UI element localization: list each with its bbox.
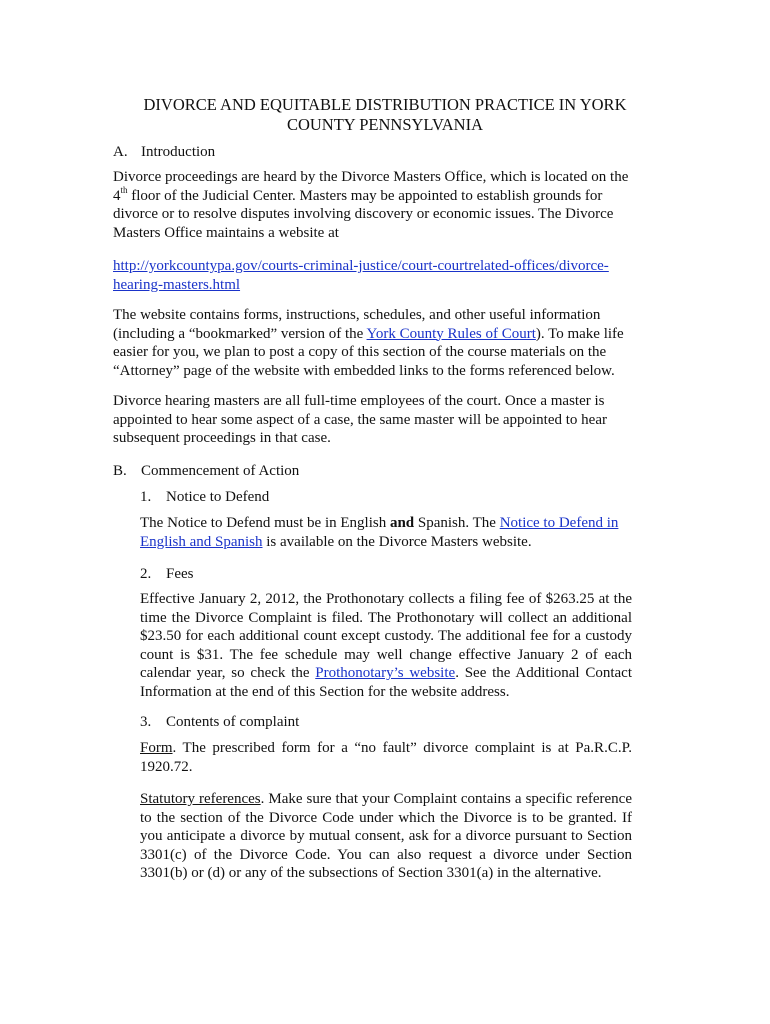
section-a-heading: A. Introduction xyxy=(113,144,216,160)
item-1-heading: 1. Notice to Defend xyxy=(140,489,270,505)
prothonotary-website-link[interactable]: Prothonotary’s website xyxy=(315,665,456,682)
intro-paragraph-1: Divorce proceedings are heard by the Divorce Masters Office, which is located on the 4th floor of the Judicial Center. Masters may be appointed to establish grounds for divorce or to resolve disputes involving discovery or economic issues. The Divorce Masters Office maintains a website at xyxy=(113,169,629,241)
item-3-heading: 3. Contents of complaint xyxy=(140,714,300,730)
form-paragraph: Form. The prescribed form for a “no fault” divorce complaint is at Pa.R.C.P. 1920.72. xyxy=(140,740,632,775)
title-line-2: COUNTY PENNSYLVANIA xyxy=(286,115,484,134)
intro-paragraph-3: Divorce hearing masters are all full-time employees of the court. Once a master is appointed to hear some aspect of a case, the same master will be appointed to hear subsequent proceedings in that case. xyxy=(113,393,607,447)
fees-paragraph: Effective January 2, 2012, the Prothonotary collects a filing fee of $263.25 at the time the Divorce Complaint is filed. The Prothonotary will collect an additional $23.50 for each additional count except custody. The additional fee for a custody count is $31. The fee schedule may well change effective January 2 of each calendar year, so check the Prothonotary’s website. See the Additional Contact Information at the end of this Section for the website address. xyxy=(140,591,632,700)
page-title xyxy=(95,95,675,135)
statutory-references-paragraph: Statutory references. Make sure that your Complaint contains a specific reference to the section of the Divorce Code under which the Divorce is to be granted. If you anticipate a divorce by mutual consent, ask for a divorce pursuant to Section 3301(c) of the Divorce Code. You can also request a divorce under Section 3301(b) or (d) or any of the subsections of Section 3301(a) in the alternative. xyxy=(140,791,632,882)
statutory-references-label: Statutory references xyxy=(140,791,261,807)
url-line-1[interactable]: http://yorkcountypa.gov/courts-criminal-justice/court-courtrelated-offices/divorce- xyxy=(113,258,609,274)
notice-to-defend-link[interactable]: Notice to Defend in English and Spanish xyxy=(140,515,619,550)
title-line-1: DIVORCE AND EQUITABLE DISTRIBUTION PRACTICE IN YORK xyxy=(143,95,627,114)
rules-of-court-link[interactable]: York County Rules of Court xyxy=(366,325,536,342)
item-2-heading: 2. Fees xyxy=(140,566,194,582)
notice-to-defend-paragraph: The Notice to Defend must be in English and Spanish. The Notice to Defend in English and Spanish is available on the Divorce Masters website. xyxy=(140,515,619,550)
website-url-link[interactable] xyxy=(113,257,633,294)
intro-paragraph-2: The website contains forms, instructions, schedules, and other useful information (including a “bookmarked” version of the York County Rules of Court). To make life easier for you, we plan to post a copy of this section of the course materials on the “Attorney” page of the website with embedded links to the forms referenced below. xyxy=(113,307,624,379)
form-label: Form xyxy=(140,740,173,756)
url-line-2[interactable]: hearing-masters.html xyxy=(113,276,241,293)
section-b-heading: B. Commencement of Action xyxy=(113,463,300,479)
